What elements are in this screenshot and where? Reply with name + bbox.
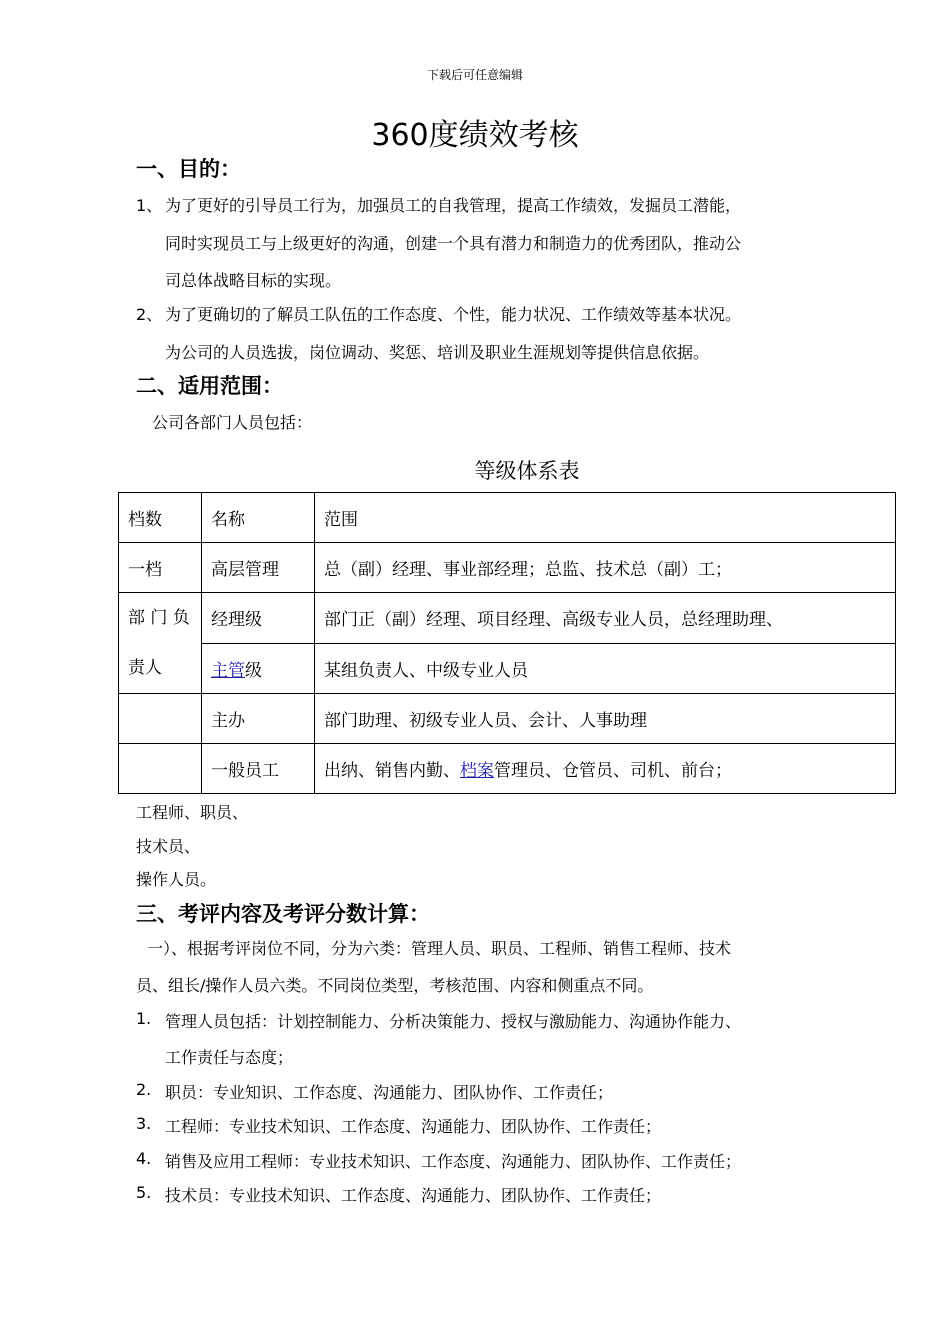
paragraph-line: 工程师：专业技术知识、工作态度、沟通能力、团队协作、工作责任； [165, 1117, 662, 1136]
scope-cell [315, 744, 896, 794]
paragraph-line: 职员：专业知识、工作态度、沟通能力、团队协作、工作责任； [165, 1083, 614, 1102]
name-suffix: 级 [245, 660, 262, 681]
paragraph-line: 为公司的人员选拔，岗位调动、奖惩、培训及职业生涯规划等提供信息依据。 [165, 343, 710, 362]
header-note: 下载后可任意编辑 [426, 68, 523, 82]
document-title: 360度绩效考核 [371, 118, 579, 153]
name-cell: 主办 [202, 694, 315, 744]
header-cell: 档数 [119, 493, 202, 543]
paragraph-line: 销售及应用工程师：专业技术知识、工作态度、沟通能力、团队协作、工作责任； [165, 1152, 742, 1171]
paragraph-line: 管理人员包括：计划控制能力、分析决策能力、授权与激励能力、沟通协作能力、 [165, 1012, 742, 1031]
paragraph-line: 技术员：专业技术知识、工作态度、沟通能力、团队协作、工作责任； [165, 1186, 662, 1205]
grade-cell [119, 694, 202, 744]
name-cell [202, 643, 315, 694]
name-cell: 一般员工 [202, 744, 315, 794]
table-row [119, 744, 896, 794]
item-number: 2. [136, 1080, 152, 1099]
after-table-line: 技术员、 [136, 837, 201, 856]
scope-cell: 部门正（副）经理、项目经理、高级专业人员，总经理助理、 [315, 593, 896, 644]
section1-heading: 一、目的： [136, 157, 241, 181]
name-cell: 高层管理 [202, 543, 315, 593]
dept-label-line: 责人 [128, 658, 162, 678]
grade-table [118, 492, 896, 794]
after-table-line: 操作人员。 [136, 870, 217, 889]
table-header-row [119, 493, 896, 543]
item-number: 1. [136, 1009, 152, 1028]
item-number: 2、 [136, 305, 163, 324]
scope-cell: 部门助理、初级专业人员、会计、人事助理 [315, 694, 896, 744]
paragraph-line: 同时实现员工与上级更好的沟通，创建一个具有潜力和制造力的优秀团队，推动公 [165, 234, 742, 253]
dept-label-line: 部 门 负 [128, 608, 190, 628]
section3-intro-line: 员、组长/操作人员六类。不同岗位类型，考核范围、内容和侧重点不同。 [136, 976, 654, 995]
scope-cell: 总（副）经理、事业部经理；总监、技术总（副）工； [315, 543, 896, 593]
table-row [119, 643, 896, 694]
item-number: 1、 [136, 196, 163, 215]
paragraph-line: 工作责任与态度； [165, 1048, 294, 1067]
header-cell: 名称 [202, 493, 315, 543]
item-number: 3. [136, 1114, 152, 1133]
after-table-line: 工程师、职员、 [136, 803, 249, 822]
grade-cell [119, 593, 202, 694]
supervisor-link[interactable]: 主管 [211, 660, 245, 681]
name-cell: 经理级 [202, 593, 315, 644]
section3-intro-line: 一）、根据考评岗位不同，分为六类：管理人员、职员、工程师、销售工程师、技术 [147, 939, 732, 958]
scope-cell: 某组负责人、中级专业人员 [315, 643, 896, 694]
grade-cell: 一档 [119, 543, 202, 593]
table-row [119, 543, 896, 593]
header-cell: 范围 [315, 493, 896, 543]
paragraph-line: 司总体战略目标的实现。 [165, 271, 342, 290]
scope-text: 管理员、仓管员、司机、前台； [494, 761, 732, 781]
grade-cell [119, 744, 202, 794]
item-number: 4. [136, 1149, 152, 1168]
table-row [119, 593, 896, 644]
paragraph-line: 为了更确切的了解员工队伍的工作态度、个性，能力状况、工作绩效等基本状况。 [165, 305, 742, 324]
section2-intro: 公司各部门人员包括： [152, 413, 313, 432]
paragraph-line: 为了更好的引导员工行为，加强员工的自我管理，提高工作绩效，发掘员工潜能， [165, 196, 742, 215]
section3-heading: 三、考评内容及考评分数计算： [136, 902, 430, 926]
table-title: 等级体系表 [474, 459, 580, 483]
item-number: 5. [136, 1183, 152, 1202]
archive-link[interactable]: 档案 [460, 761, 494, 781]
scope-text: 出纳、销售内勤、 [324, 761, 460, 781]
section2-heading: 二、适用范围： [136, 374, 283, 398]
table-row [119, 694, 896, 744]
